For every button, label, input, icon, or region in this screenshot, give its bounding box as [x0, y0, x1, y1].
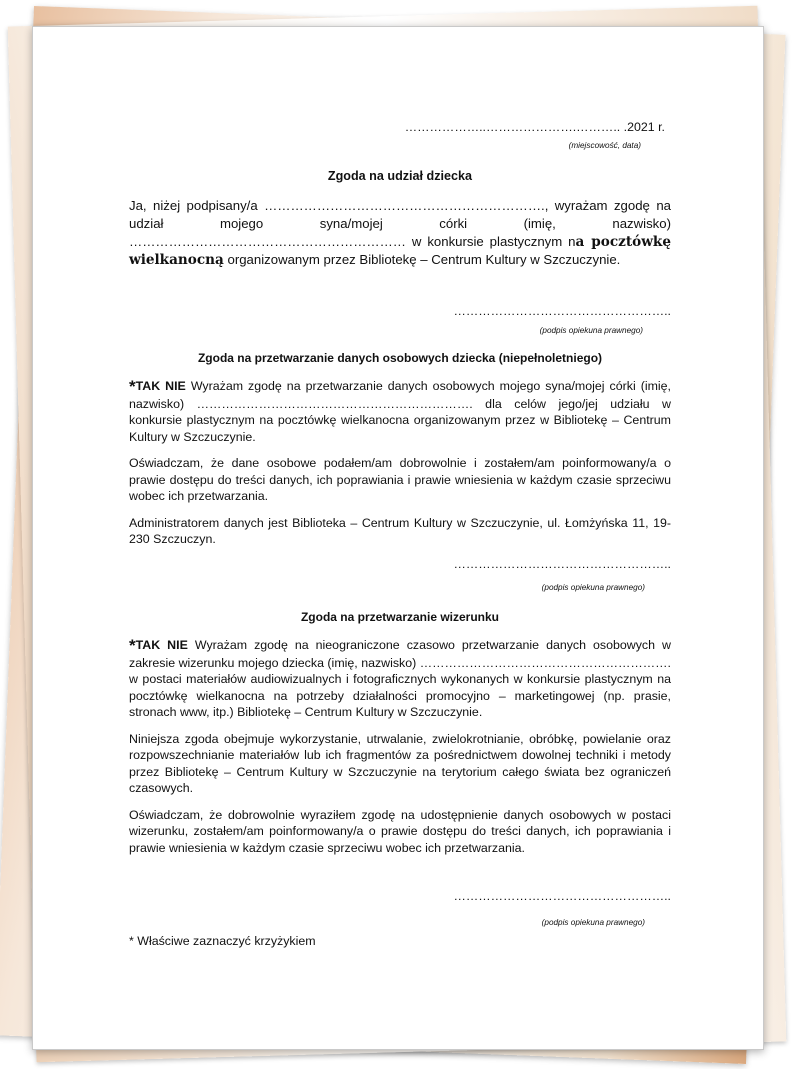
document-content [129, 119, 671, 950]
checkbox-star-marker: * [129, 377, 136, 396]
section3-paragraph-1 [129, 637, 671, 721]
tak-nie-choice[interactable]: TAK NIE [135, 379, 186, 393]
section2-paragraph-3: Administratorem danych jest Biblioteka – Centrum Kultury w Szczuczynie, ul. Łomżyńska 11, 19-230 Szczuczyn. [129, 515, 671, 546]
section3-text-1: Wyrażam zgodę na nieograniczone czasowo przetwarzanie danych osobowych w zakresie wizerunku mojego dziecka (imię, nazwisko) ……………………………………………………. w postaci materiałów audiowizualnych i fotograficznych wykonanych w konkursie plastycznym na pocztówkę wielkanocna na potrzeby działalności promocyjno – marketingowej (np. prasie, stronach www, itp.) Bibliotekę – Centrum Kultury w Szczuczynie. [129, 638, 671, 719]
section1-highlight: a pocztówkę wielkanocną [129, 233, 671, 268]
section1-title: Zgoda na udział dziecka [327, 169, 473, 183]
section3-title: Zgoda na przetwarzanie wizerunku [300, 609, 500, 624]
section1-text-end: organizowanym przez Bibliotekę – Centrum Kultury w Szczuczynie. [223, 251, 621, 267]
section2-signature-line: …………………………………………….. [453, 556, 671, 571]
tak-nie-choice[interactable]: TAK NIE [135, 638, 188, 652]
section3-signature-line: …………………………………………….. [453, 889, 671, 903]
section3-signature-caption: (podpis opiekuna prawnego) [541, 917, 645, 927]
date-caption: (miejscowość, data) [568, 140, 641, 150]
section2-signature-caption: (podpis opiekuna prawnego) [541, 583, 645, 592]
section1-signature-caption: (podpis opiekuna prawnego) [539, 326, 643, 335]
date-line: ………………..………………….……….. .2021 r. [404, 120, 665, 134]
section1-signature-line: …………………………………………….. [453, 303, 671, 318]
footnote: * Właściwe zaznaczyć krzyżykiem [129, 934, 316, 948]
section2-title: Zgoda na przetwarzanie danych osobowych dziecka (niepełnoletniego) [197, 350, 603, 365]
section1-paragraph [129, 197, 671, 269]
section2-paragraph-1 [129, 378, 671, 445]
section2-paragraph-2: Oświadczam, że dane osobowe podałem/am dobrowolnie i zostałem/am poinformowany/a o prawie dostępu do treści danych, ich poprawiania i prawie wniesienia w każdym czasie sprzeciwu wobec ich przetwarzania. [129, 456, 671, 503]
section3-paragraph-2: Niniejsza zgoda obejmuje wykorzystanie, utrwalanie, zwielokrotnianie, obróbkę, powielanie oraz rozpowszechnianie materiałów lub ich fragmentów za pośrednictwem dowolnej techniki i metody przez Bibliotekę – Centrum Kultury w Szczuczynie na terytorium całego świata bez ograniczeń czasowych. [129, 731, 671, 795]
document-page [32, 26, 764, 1050]
section1-text-start: Ja, niżej podpisany/a ………………………………………………………., wyrażam zgodę na udział mojego syna/mojej córki (imię, nazwisko) ……………………………………………………… w konkursie plastycznym n [129, 197, 671, 249]
section3-paragraph-3: Oświadczam, że dobrowolnie wyraziłem zgodę na udostępnienie danych osobowych w postaci wizerunku, zostałem/am poinformowany/a o prawie dostępu do treści danych, ich poprawiania i prawie wniesienia w każdym czasie sprzeciwu wobec ich przetwarzania. [129, 807, 671, 855]
section2-text-1: Wyrażam zgodę na przetwarzanie danych osobowych mojego syna/mojej córki (imię, nazwisko) …………………………………………………………. dla celów jego/jej udziału w konkursie plastycznym na pocztówkę wielkanocna organizowanym przez w Bibliotekę – Centrum Kultury w Szczuczynie. [129, 379, 671, 444]
checkbox-star-marker: * [129, 636, 136, 655]
